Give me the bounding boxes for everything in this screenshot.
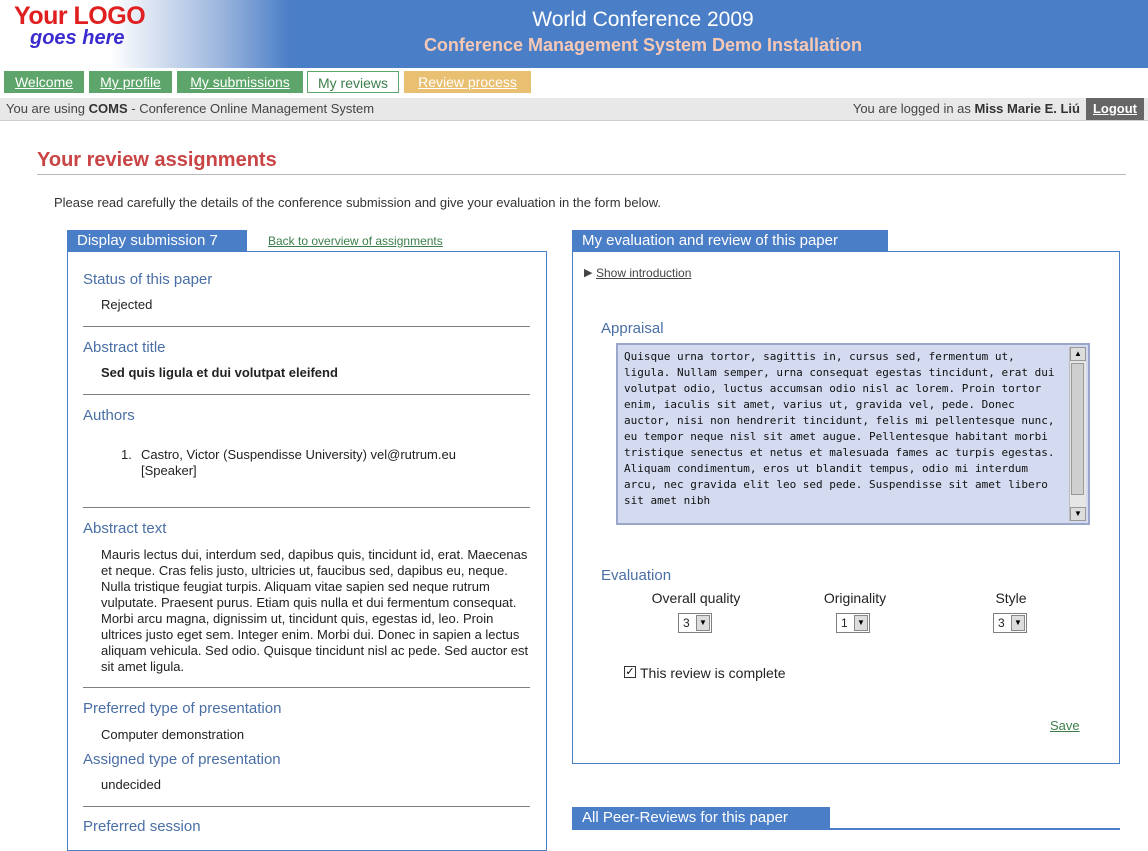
abstract-text: Mauris lectus dui, interdum sed, dapibus quis, tincidunt id, erat. Maecenas et neque. Cras felis justo, ultricies ut, faucibus sed, dapibus eu, neque. Nulla tristique feugiat turpis. Aliquam vitae sapien sed neque rutrum vulputate. Praesent purus. Etiam quis nulla et dui fermentum consequat. Morbi arcu magna, dignissim ut, tincidunt quis, egestas id, leo. Proin ultrices justo eget sem. Integer enim. Morbi dui. Donec in sapien a lectus aliquam vehicula. Sed odio. Quisque tincidunt nisl ac pede. Sed auctor est sit amet ligula. [101, 547, 529, 674]
author-number: 1. [121, 447, 132, 462]
logout-button[interactable]: Logout [1086, 98, 1144, 120]
logo-line-1: Your LOGO [14, 2, 146, 30]
tab-my-profile[interactable]: My profile [89, 71, 172, 93]
scroll-thumb[interactable] [1071, 363, 1084, 495]
divider [83, 687, 530, 688]
style-select[interactable] [993, 613, 1027, 633]
appraisal-label: Appraisal [601, 320, 664, 337]
divider [83, 326, 530, 327]
overall-quality-label: Overall quality [651, 590, 741, 606]
overall-quality-value: 3 [683, 616, 690, 630]
user-name: Miss Marie E. Liú [974, 101, 1080, 116]
triangle-right-icon: ▶ [584, 267, 593, 279]
appraisal-text[interactable]: Quisque urna tortor, sagittis in, cursus sed, fermentum ut, ligula. Nullam semper, urna consequat egestas tincidunt, erat dui volutpat odio, luctus accumsan odio nisl ac lorem. Proin tortor enim, iaculis sit amet, varius ut, gravida vel, pede. Donec auctor, nisi non hendrerit tincidunt, felis mi pellentesque nunc, eu tempor neque nisl sit amet augue. Pellentesque habitant morbi tristique senectus et netus et malesuada fames ac turpis egestas. Aliquam condimentum, eros ut blandit tempus, odio mi interdum arcu, nec gravida elit leo sed pede. Suspendisse sit amet libero sit amet nibh [624, 350, 1062, 507]
evaluation-tab: My evaluation and review of this paper [572, 230, 888, 251]
divider [83, 806, 530, 807]
peer-reviews-tab: All Peer-Reviews for this paper [572, 807, 830, 828]
originality-select[interactable] [836, 613, 870, 633]
app-name: COMS [88, 101, 128, 116]
tab-my-submissions[interactable]: My submissions [177, 71, 303, 93]
preferred-session-label: Preferred session [83, 818, 201, 835]
appraisal-textarea[interactable] [616, 343, 1090, 525]
submission-tab: Display submission 7 [67, 230, 247, 251]
style-label: Style [995, 590, 1027, 606]
page-title: Your review assignments [37, 149, 277, 171]
chevron-down-icon[interactable]: ▼ [854, 615, 868, 631]
tab-welcome[interactable]: Welcome [4, 71, 84, 93]
conference-subtitle: Conference Management System Demo Installation [423, 35, 863, 55]
assigned-type-value: undecided [101, 777, 161, 792]
abstract-title-value: Sed quis ligula et dui volutpat eleifend [101, 365, 338, 380]
abstract-text-label: Abstract text [83, 520, 167, 537]
abstract-title-label: Abstract title [83, 339, 166, 356]
scroll-down-icon[interactable]: ▼ [1070, 507, 1086, 521]
textarea-scrollbar[interactable] [1069, 347, 1086, 521]
title-divider [37, 174, 1126, 175]
app-info [6, 101, 374, 116]
authors-label: Authors [83, 407, 135, 424]
show-introduction-link[interactable]: Show introduction [596, 266, 692, 280]
site-logo [14, 2, 146, 49]
app-desc: - Conference Online Management System [127, 101, 375, 116]
preferred-type-value: Computer demonstration [101, 727, 245, 742]
review-complete-checkbox[interactable]: ✓ [625, 666, 635, 678]
review-complete-label: This review is complete [640, 665, 786, 681]
using-prefix: You are using [6, 101, 89, 116]
logged-prefix: You are logged in as [852, 101, 975, 116]
originality-value: 1 [841, 616, 848, 630]
divider [83, 507, 530, 508]
divider [83, 394, 530, 395]
chevron-down-icon[interactable]: ▼ [1011, 615, 1025, 631]
status-value: Rejected [101, 297, 153, 312]
status-bar [0, 98, 1148, 121]
status-label: Status of this paper [83, 271, 213, 288]
logo-line-2: goes here [30, 27, 125, 49]
save-link[interactable]: Save [1050, 718, 1080, 733]
evaluation-label: Evaluation [601, 567, 672, 584]
page-intro: Please read carefully the details of the conference submission and give your evaluation in the form below. [54, 195, 662, 210]
author-entry: Castro, Victor (Suspendisse University) vel@rutrum.eu [141, 447, 456, 462]
login-info [853, 101, 1080, 116]
originality-label: Originality [823, 590, 887, 606]
scroll-up-icon[interactable]: ▲ [1070, 347, 1086, 361]
site-header [0, 0, 1148, 68]
preferred-type-label: Preferred type of presentation [83, 700, 282, 717]
assigned-type-label: Assigned type of presentation [83, 751, 281, 768]
overall-quality-select[interactable] [678, 613, 712, 633]
conference-title: World Conference 2009 [532, 8, 754, 31]
author-role: [Speaker] [141, 463, 197, 478]
tab-review-process[interactable]: Review process [404, 71, 531, 93]
back-to-overview-link[interactable]: Back to overview of assignments [268, 234, 443, 248]
style-value: 3 [998, 616, 1005, 630]
chevron-down-icon[interactable]: ▼ [696, 615, 710, 631]
tab-my-reviews[interactable]: My reviews [307, 71, 399, 93]
